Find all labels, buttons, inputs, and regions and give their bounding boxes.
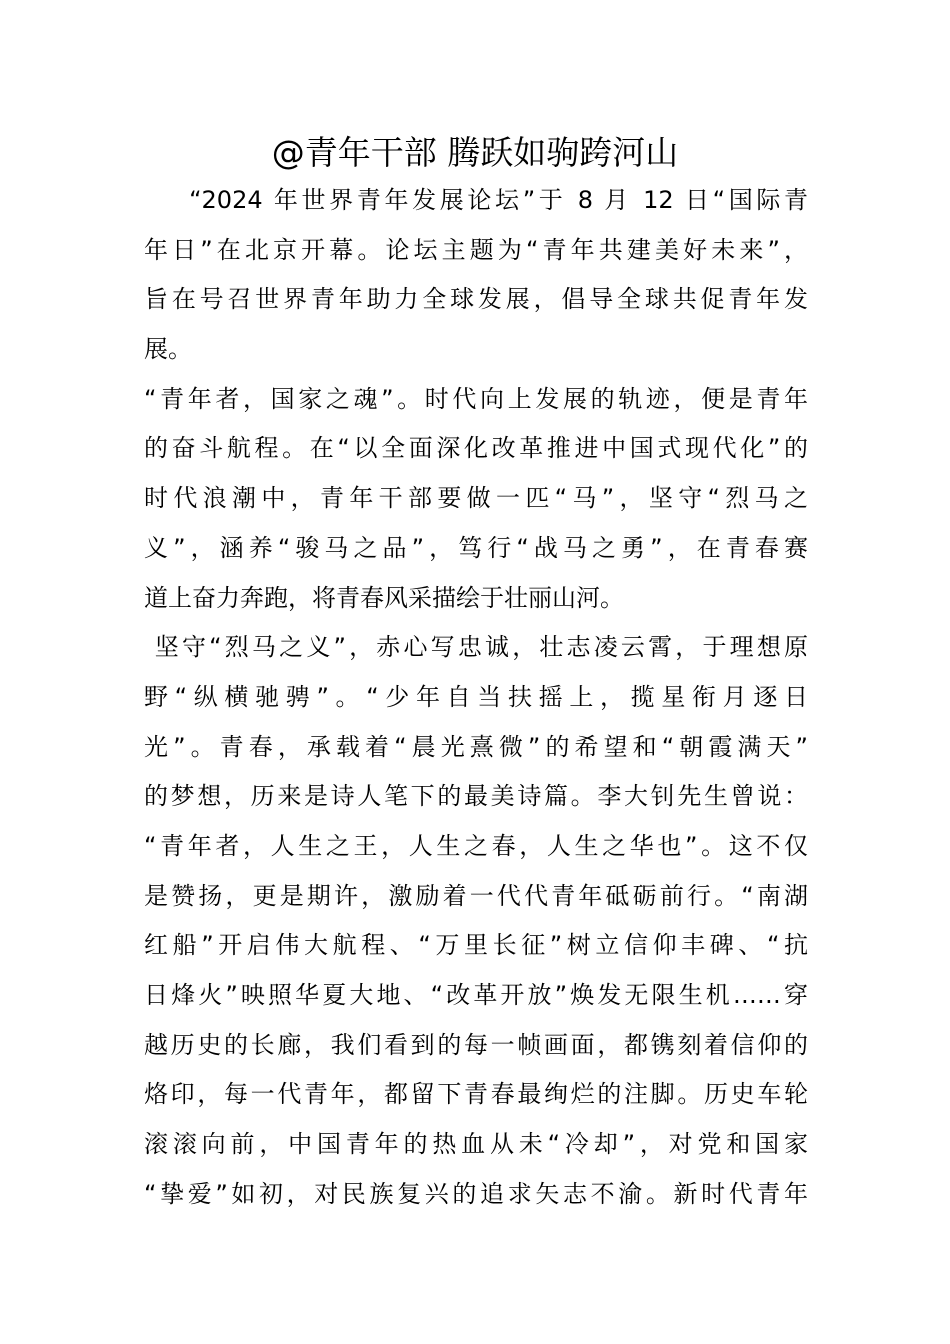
text-line: 烙印，每一代青年，都留下青春最绚烂的注脚。历史车轮 (144, 1080, 808, 1109)
document-body (144, 176, 808, 1219)
text-line: 坚守“烈马之义”，赤心写忠诚，壮志凌云霄，于理想原 (144, 633, 808, 662)
text-line: 红船”开启伟大航程、“万里长征”树立信仰丰碑、“抗 (144, 931, 808, 960)
text-line: 时代浪潮中，青年干部要做一匹“马”，坚守“烈马之 (144, 484, 808, 513)
text-line: 越历史的长廊，我们看到的每一帧画面，都镌刻着信仰的 (144, 1030, 808, 1059)
text-line: “青年者，人生之王，人生之春，人生之华也”。这不仅 (144, 831, 808, 860)
text-line: 旨在号召世界青年助力全球发展，倡导全球共促青年发 (144, 285, 808, 314)
text-line: 道上奋力奔跑，将青春风采描绘于壮丽山河。 (144, 583, 624, 612)
text-line: 展。 (144, 335, 192, 364)
text-line: “挚爱”如初，对民族复兴的追求矢志不渝。新时代青年 (144, 1179, 808, 1208)
text-line: 年日”在北京开幕。论坛主题为“青年共建美好未来”， (144, 235, 808, 264)
text-line: 的奋斗航程。在“以全面深化改革推进中国式现代化”的 (144, 434, 808, 463)
text-line: “2024 年世界青年发展论坛”于 8 月 12 日“国际青 (144, 186, 808, 214)
text-line: 的梦想，历来是诗人笔下的最美诗篇。李大钊先生曾说： (144, 782, 808, 811)
text-line: 滚滚向前，中国青年的热血从未“冷却”，对党和国家 (144, 1130, 808, 1159)
text-line: “青年者，国家之魂”。时代向上发展的轨迹，便是青年 (144, 384, 808, 413)
text-line: 义”，涵养“骏马之品”，笃行“战马之勇”，在青春赛 (144, 533, 808, 562)
text-line: 光”。青春，承载着“晨光熹微”的希望和“朝霞满天” (144, 732, 808, 761)
text-line: 是赞扬，更是期许，激励着一代代青年砥砺前行。“南湖 (144, 881, 808, 910)
document-title: @青年干部 腾跃如驹跨河山 (271, 133, 679, 172)
text-line: 野“纵横驰骋”。“少年自当扶摇上，揽星衔月逐日 (144, 682, 808, 711)
text-line: 日烽火”映照华夏大地、“改革开放”焕发无限生机……穿 (144, 981, 808, 1009)
